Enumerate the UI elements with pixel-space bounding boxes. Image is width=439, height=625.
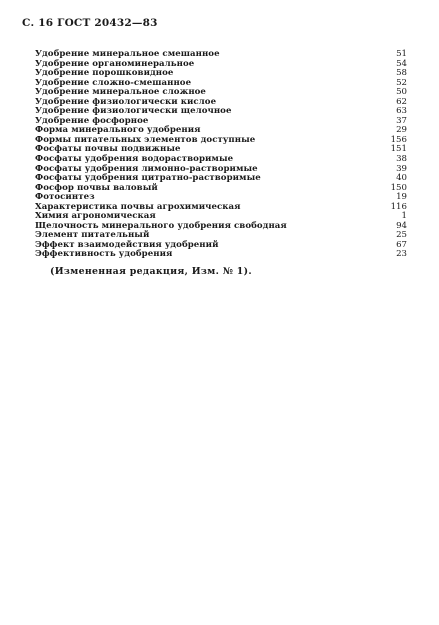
index-page-number: 54 — [396, 58, 407, 69]
index-term: Характеристика почвы агрохимическая — [35, 201, 241, 212]
index-page-number: 58 — [396, 68, 407, 79]
index-term: Удобрение минеральное сложное — [35, 87, 206, 98]
index-page-number: 51 — [396, 49, 407, 59]
index-page-number: 67 — [396, 239, 407, 250]
index-page-number: 39 — [396, 163, 407, 174]
index-term: Фосфаты почвы подвижные — [35, 144, 181, 155]
subject-index-list — [35, 50, 407, 260]
index-page-number: 150 — [390, 182, 407, 193]
index-page-number: 25 — [396, 230, 407, 241]
index-term: Элемент питательный — [35, 230, 150, 241]
index-page-number: 1 — [401, 211, 407, 222]
index-term: Удобрение фосфорное — [35, 115, 149, 126]
index-page-number: 62 — [396, 96, 407, 107]
index-page-number: 151 — [390, 144, 407, 155]
index-term: Фосфаты удобрения цитратно-растворимые — [35, 173, 261, 184]
index-term: Эффект взаимодействия удобрений — [35, 239, 219, 250]
index-page-number: 23 — [396, 249, 407, 260]
index-page-number: 156 — [390, 134, 407, 145]
index-term: Удобрение органоминеральное — [35, 58, 195, 69]
index-term: Удобрение физиологически щелочное — [35, 106, 232, 117]
index-page-number: 19 — [396, 192, 407, 203]
index-page-number: 40 — [396, 173, 407, 184]
index-term: Фосфаты удобрения лимонно-растворимые — [35, 163, 258, 174]
amendment-note: (Измененная редакция, Изм. № 1). — [50, 266, 252, 277]
index-page-number: 94 — [396, 220, 407, 231]
index-term: Эффективность удобрения — [35, 249, 173, 260]
index-page-number: 50 — [396, 87, 407, 98]
index-term: Удобрение порошковидное — [35, 68, 174, 79]
index-term: Химия агрономическая — [35, 211, 156, 222]
index-term: Удобрение сложно-смешанное — [35, 77, 192, 88]
index-page-number: 116 — [390, 201, 407, 212]
page-header: С. 16 ГОСТ 20432—83 — [22, 17, 158, 29]
index-term: Формы питательных элементов доступные — [35, 134, 256, 145]
index-page-number: 38 — [396, 154, 407, 165]
index-term: Фотосинтез — [35, 192, 95, 203]
index-term: Удобрение минеральное смешанное — [35, 49, 220, 59]
index-page-number: 29 — [396, 125, 407, 136]
index-term: Фосфор почвы валовый — [35, 182, 158, 193]
index-term: Форма минерального удобрения — [35, 125, 201, 136]
index-page-number: 37 — [396, 115, 407, 126]
index-page-number: 52 — [396, 77, 407, 88]
index-page-number: 63 — [396, 106, 407, 117]
index-term: Фосфаты удобрения водорастворимые — [35, 154, 234, 165]
index-term: Щелочность минерального удобрения свободная — [35, 220, 287, 231]
index-entry — [35, 250, 407, 260]
index-term: Удобрение физиологически кислое — [35, 96, 217, 107]
